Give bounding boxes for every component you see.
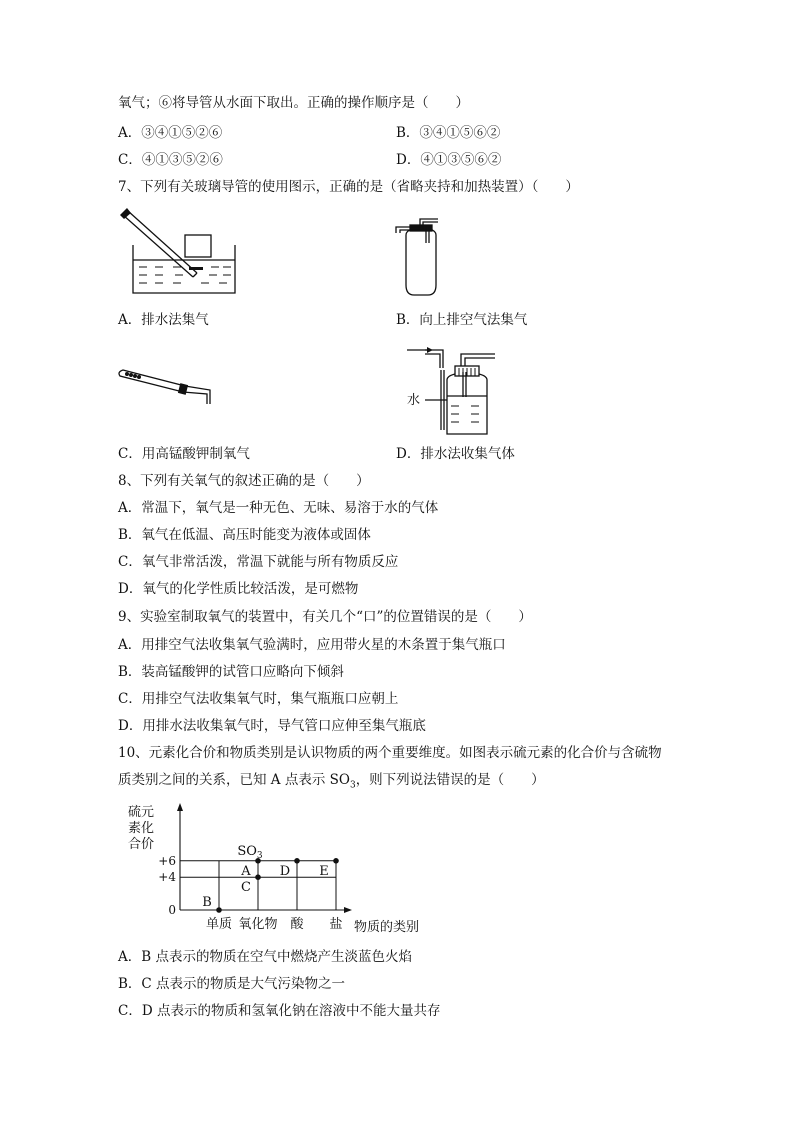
q8-option-c: C．氧气非常活泼，常温下就能与所有物质反应: [118, 554, 399, 570]
chart-x-axis-label: 物质的类别: [354, 920, 420, 935]
q9-stem: 9、实验室制取氧气的装置中，有关几个“口”的位置错误的是（ ）: [118, 609, 532, 625]
q6-option-c: C．④①③⑤②⑥: [118, 152, 223, 168]
q10-stem-line1: 10、元素化合价和物质类别是认识物质的两个重要维度。如图表示硫元素的化合价与含硫物: [118, 745, 662, 761]
q7-figure-a: [115, 205, 245, 300]
chart-y-axis-label: 硫元: [128, 805, 155, 820]
valence-chart: [118, 800, 438, 940]
chart-point-C: [255, 874, 261, 880]
chart-y-axis-label: 合价: [128, 837, 155, 852]
chart-category-label: 氧化物: [238, 917, 278, 932]
q8-option-d: D．氧气的化学性质比较活泼，是可燃物: [118, 581, 359, 597]
chart-point-label: A: [241, 863, 251, 879]
q7-option-b: B．向上排空气法集气: [396, 312, 528, 328]
chart-point-label: C: [241, 880, 251, 896]
q6-option-d: D．④①③⑤⑥②: [396, 152, 502, 168]
q6-option-a: A．③④①⑤②⑥: [118, 125, 223, 141]
q7-stem: 7、下列有关玻璃导管的使用图示，正确的是（省略夹持和加热装置）（ ）: [118, 179, 579, 195]
q9-option-a: A．用排空气法收集氧气验满时，应用带火星的木条置于集气瓶口: [118, 637, 506, 653]
chart-point-label: D: [279, 863, 291, 879]
chart-point-E: [333, 858, 339, 864]
q9-option-c: C．用排空气法收集氧气时，集气瓶瓶口应朝上: [118, 691, 399, 707]
chart-point-label: E: [319, 863, 329, 879]
q9-option-d: D．用排水法收集氧气时，导气管口应伸至集气瓶底: [118, 718, 426, 734]
chart-y-tick-label: +4: [158, 870, 176, 885]
chart-point-label: B: [202, 895, 212, 910]
q10-option-a: A．B 点表示的物质在空气中燃烧产生淡蓝色火焰: [118, 949, 412, 965]
q8-stem: 8、下列有关氧气的叙述正确的是（ ）: [118, 473, 370, 489]
q7-figure-c: [115, 360, 225, 410]
q6-option-b: B．③④①⑤⑥②: [396, 125, 501, 141]
q10-stem-line2: 质类别之间的关系，已知 A 点表示 $SO_3$，则下列说法错误的是（ ）: [118, 772, 545, 791]
chart-y-axis-label: 素化: [128, 821, 155, 836]
chart-point-B: [216, 907, 222, 913]
chart-category-label: 盐: [329, 917, 343, 932]
q7-option-a: A．排水法集气: [118, 312, 209, 328]
q7-figure-b: [390, 205, 460, 300]
q8-option-b: B．氧气在低温、高压时能变为液体或固体: [118, 527, 371, 543]
q8-option-a: A．常温下，氧气是一种无色、无味、易溶于水的气体: [118, 500, 439, 516]
q10-option-c: C．D 点表示的物质和氢氧化钠在溶液中不能大量共存: [118, 1003, 441, 1019]
q10-option-b: B．C 点表示的物质是大气污染物之一: [118, 976, 346, 992]
q7-water-label: 水: [407, 393, 421, 408]
q9-option-b: B．装高锰酸钾的试管口应略向下倾斜: [118, 664, 344, 680]
chart-y-tick-label: 0: [168, 903, 176, 917]
q7-option-c: C．用高锰酸钾制氧气: [118, 446, 250, 462]
chart-point-D: [294, 858, 300, 864]
chart-point-formula: $SO_3$: [237, 843, 263, 861]
chart-category-label: 单质: [205, 917, 233, 932]
chart-y-tick-label: +6: [158, 853, 176, 868]
q7-option-d: D．排水法收集气体: [396, 446, 515, 462]
chart-category-label: 酸: [290, 917, 304, 932]
q7-figure-d: [405, 342, 525, 442]
q6-stem-tail: 氧气；⑥将导管从水面下取出。正确的操作顺序是（ ）: [118, 95, 469, 111]
